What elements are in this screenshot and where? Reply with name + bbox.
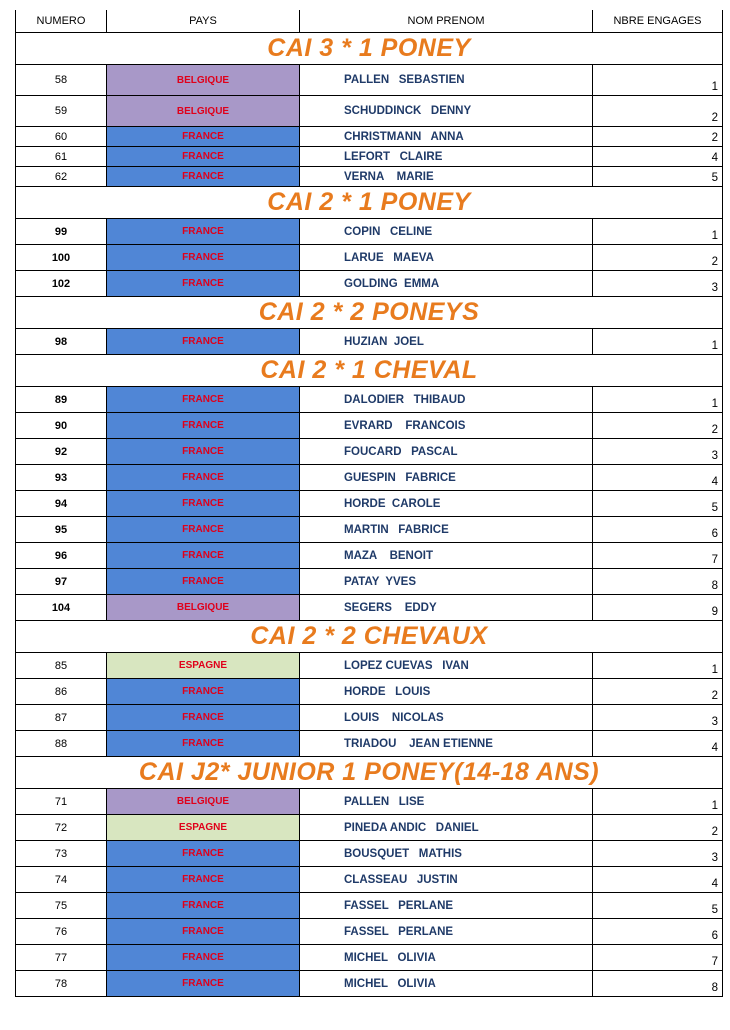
nom-prenom-cell: MARTIN FABRICE [344,523,449,536]
nom-prenom-cell: COPIN CELINE [344,225,433,238]
section-title: CAI 3 * 1 PONEY [267,34,471,62]
table-row [16,944,722,970]
table-row [16,464,722,490]
nbre-engages-cell: 5 [592,893,722,918]
table-row [16,166,722,186]
nom-prenom-cell: BOUSQUET MATHIS [344,847,462,860]
nom-prenom-cell: DALODIER THIBAUD [344,393,466,406]
nbre-engages-cell: 5 [592,491,722,516]
numero-cell: 72 [16,815,107,840]
header-nbre-engages: NBRE ENGAGES [592,10,722,32]
header-pays: PAYS [107,10,300,32]
nom-prenom-cell: FOUCARD PASCAL [344,445,458,458]
table-row [16,652,722,678]
nom-prenom-cell: LOPEZ CUEVAS IVAN [344,659,469,672]
pays-cell: FRANCE [107,491,300,516]
table-row [16,328,722,354]
table-row [16,244,722,270]
table-row [16,64,722,95]
nom-prenom-cell: GUESPIN FABRICE [344,471,456,484]
nbre-engages-cell: 8 [592,569,722,594]
nbre-engages-cell: 1 [592,387,722,412]
section-title: CAI 2 * 1 PONEY [267,188,471,216]
numero-cell: 77 [16,945,107,970]
nbre-engages-cell: 1 [592,653,722,678]
nbre-engages-cell: 2 [592,815,722,840]
numero-cell: 96 [16,543,107,568]
nom-prenom-cell: TRIADOU JEAN ETIENNE [344,737,493,750]
table-row [16,730,722,756]
pays-cell: FRANCE [107,679,300,704]
nbre-engages-cell: 1 [592,329,722,354]
nom-prenom-cell: GOLDING EMMA [344,277,440,290]
pays-cell: FRANCE [107,893,300,918]
pays-cell: FRANCE [107,387,300,412]
pays-cell: FRANCE [107,705,300,730]
numero-cell: 78 [16,971,107,996]
table-header-row [16,10,722,32]
pays-cell: BELGIQUE [107,789,300,814]
table-row [16,438,722,464]
numero-cell: 99 [16,219,107,244]
nom-prenom-cell: PATAY YVES [344,575,417,588]
nom-prenom-cell: LOUIS NICOLAS [344,711,444,724]
nbre-engages-cell: 3 [592,439,722,464]
nbre-engages-cell: 2 [592,413,722,438]
numero-cell: 87 [16,705,107,730]
nbre-engages-cell: 2 [592,127,722,146]
nbre-engages-cell: 1 [592,789,722,814]
table-row [16,568,722,594]
table-row [16,918,722,944]
nbre-engages-cell: 4 [592,731,722,756]
nbre-engages-cell: 6 [592,919,722,944]
numero-cell: 59 [16,96,107,126]
section-title-row [16,186,722,218]
header-nom-prenom: NOM PRENOM [407,15,485,27]
nom-prenom-cell: MICHEL OLIVIA [344,951,436,964]
numero-cell: 76 [16,919,107,944]
nbre-engages-cell: 6 [592,517,722,542]
table-row [16,970,722,996]
section-title-row [16,32,722,64]
numero-cell: 75 [16,893,107,918]
table-row [16,516,722,542]
nbre-engages-cell: 2 [592,96,722,126]
nom-prenom-cell: CHRISTMANN ANNA [344,130,464,143]
table-row [16,386,722,412]
numero-cell: 94 [16,491,107,516]
pays-cell: BELGIQUE [107,595,300,620]
nom-prenom-cell: LARUE MAEVA [344,251,434,264]
numero-cell: 95 [16,517,107,542]
nbre-engages-cell: 1 [592,219,722,244]
table-row [16,542,722,568]
pays-cell: FRANCE [107,841,300,866]
pays-cell: FRANCE [107,219,300,244]
numero-cell: 60 [16,127,107,146]
pays-cell: FRANCE [107,731,300,756]
nbre-engages-cell: 5 [592,167,722,186]
nbre-engages-cell: 2 [592,679,722,704]
pays-cell: ESPAGNE [107,653,300,678]
pays-cell: FRANCE [107,517,300,542]
engagement-table [15,10,723,997]
pays-cell: FRANCE [107,971,300,996]
nbre-engages-cell: 1 [592,65,722,95]
numero-cell: 61 [16,147,107,166]
pays-cell: FRANCE [107,147,300,166]
pays-cell: BELGIQUE [107,96,300,126]
numero-cell: 62 [16,167,107,186]
numero-cell: 92 [16,439,107,464]
numero-cell: 86 [16,679,107,704]
nom-prenom-cell: SEGERS EDDY [344,601,437,614]
table-row [16,704,722,730]
nom-prenom-cell: PALLEN LISE [344,795,425,808]
numero-cell: 90 [16,413,107,438]
nom-prenom-cell: HORDE CAROLE [344,497,441,510]
nom-prenom-cell: MAZA BENOIT [344,549,434,562]
nom-prenom-cell: EVRARD FRANCOIS [344,419,466,432]
nom-prenom-cell: HORDE LOUIS [344,685,431,698]
nom-prenom-cell: HUZIAN JOEL [344,335,424,348]
section-title-row [16,354,722,386]
table-row [16,270,722,296]
numero-cell: 97 [16,569,107,594]
nbre-engages-cell: 3 [592,705,722,730]
nom-prenom-cell: VERNA MARIE [344,170,434,183]
nbre-engages-cell: 4 [592,867,722,892]
pays-cell: FRANCE [107,413,300,438]
table-row [16,594,722,620]
table-row [16,866,722,892]
nom-prenom-cell: SCHUDDINCK DENNY [344,105,472,117]
numero-cell: 73 [16,841,107,866]
pays-cell: FRANCE [107,945,300,970]
section-title: CAI 2 * 2 PONEYS [258,298,480,326]
pays-cell: FRANCE [107,271,300,296]
nbre-engages-cell: 9 [592,595,722,620]
section-title: CAI 2 * 2 CHEVAUX [250,622,488,650]
section-title-row [16,296,722,328]
numero-cell: 71 [16,789,107,814]
table-row [16,126,722,146]
numero-cell: 98 [16,329,107,354]
table-row [16,678,722,704]
table-row [16,892,722,918]
pays-cell: FRANCE [107,569,300,594]
pays-cell: FRANCE [107,919,300,944]
pays-cell: FRANCE [107,329,300,354]
nbre-engages-cell: 7 [592,945,722,970]
nbre-engages-cell: 3 [592,271,722,296]
pays-cell: FRANCE [107,465,300,490]
table-row [16,95,722,126]
table-row [16,490,722,516]
nbre-engages-cell: 2 [592,245,722,270]
pays-cell: FRANCE [107,439,300,464]
nom-prenom-cell: CLASSEAU JUSTIN [344,873,458,886]
section-title: CAI J2* JUNIOR 1 PONEY(14-18 ANS) [138,758,600,786]
nbre-engages-cell: 4 [592,147,722,166]
section-title: CAI 2 * 1 CHEVAL [260,356,478,384]
numero-cell: 88 [16,731,107,756]
numero-cell: 89 [16,387,107,412]
table-body [16,32,722,996]
numero-cell: 85 [16,653,107,678]
nom-prenom-cell: MICHEL OLIVIA [344,977,436,990]
section-title-row [16,756,722,788]
pays-cell: ESPAGNE [107,815,300,840]
nbre-engages-cell: 8 [592,971,722,996]
nbre-engages-cell: 3 [592,841,722,866]
pays-cell: BELGIQUE [107,65,300,95]
nbre-engages-cell: 7 [592,543,722,568]
pays-cell: FRANCE [107,167,300,186]
nom-prenom-cell: FASSEL PERLANE [344,925,454,938]
numero-cell: 93 [16,465,107,490]
nom-prenom-cell: FASSEL PERLANE [344,899,454,912]
numero-cell: 58 [16,65,107,95]
nom-prenom-cell: LEFORT CLAIRE [344,150,443,163]
table-row [16,840,722,866]
pays-cell: FRANCE [107,245,300,270]
numero-cell: 74 [16,867,107,892]
pays-cell: FRANCE [107,867,300,892]
nom-prenom-cell: PALLEN SEBASTIEN [344,74,465,86]
table-row [16,788,722,814]
section-title-row [16,620,722,652]
numero-cell: 102 [16,271,107,296]
table-row [16,814,722,840]
nom-prenom-cell: PINEDA ANDIC DANIEL [344,821,479,834]
numero-cell: 100 [16,245,107,270]
table-row [16,412,722,438]
table-row [16,218,722,244]
header-numero: NUMERO [16,10,107,32]
pays-cell: FRANCE [107,127,300,146]
numero-cell: 104 [16,595,107,620]
table-row [16,146,722,166]
pays-cell: FRANCE [107,543,300,568]
nbre-engages-cell: 4 [592,465,722,490]
